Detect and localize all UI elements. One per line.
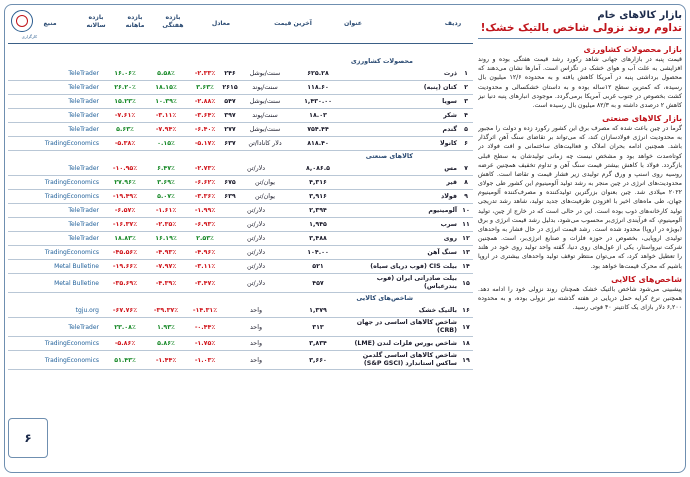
row-source-link[interactable] (8, 337, 103, 350)
row-yearly-return: ۱۵.۲۳٪ (114, 98, 136, 105)
row-monthly-return: ۳.۶۹٪ (157, 179, 175, 186)
row-source: TradingEconomics (44, 140, 99, 147)
row-yearly-return: ۲۶.۲۰٪ (114, 84, 136, 91)
header-unit: معادل (211, 20, 231, 27)
section-heading-indices: شاخص‌های کالایی (611, 274, 682, 284)
row-name: فولاد (441, 192, 457, 200)
table-row (8, 67, 473, 81)
header-yearly: بازده سالانه (86, 14, 106, 29)
row-source-link[interactable] (8, 123, 103, 136)
row-equivalent: ۳۹۷ (224, 112, 236, 119)
row-source-link[interactable] (8, 109, 103, 122)
row-source: tgju.org (75, 307, 99, 314)
row-source-link[interactable] (8, 304, 103, 317)
row-source-link[interactable] (8, 260, 103, 273)
row-index: ۹ (464, 193, 468, 200)
table-row (8, 318, 473, 337)
row-source-link[interactable] (8, 81, 103, 94)
row-monthly-return: -۴.۹۳٪ (155, 249, 177, 256)
row-monthly-return: ۵.۵۸٪ (157, 70, 175, 77)
page-number: ۶ (8, 418, 48, 458)
row-price: ۱۱۸.۶۰ (307, 84, 329, 91)
row-source: TeleTrader (68, 165, 99, 172)
row-weekly-return: -۶.۹۳٪ (194, 221, 216, 228)
row-index: ۱۴ (462, 263, 470, 270)
header-divider (478, 38, 682, 39)
row-weekly-return: -۶.۶۲٪ (194, 179, 216, 186)
row-source-link[interactable] (8, 67, 103, 80)
row-index: ۱۳ (462, 249, 470, 256)
row-price: ۳,۴۸۸ (309, 235, 327, 242)
row-source: TeleTrader (68, 84, 99, 91)
row-unit: سنت/بوشل (249, 70, 281, 77)
table-row (8, 162, 473, 176)
row-name: گندم (442, 125, 457, 133)
row-weekly-return: -۵.۱۷٪ (194, 140, 216, 147)
row-source-link[interactable] (8, 351, 103, 369)
table-row (8, 109, 473, 123)
commentary-column (478, 8, 682, 468)
row-price: ۵۲۱ (312, 263, 324, 270)
row-yearly-return: ۵۱.۴۳٪ (114, 356, 136, 364)
row-weekly-return: -۲.۸۸٪ (194, 98, 216, 105)
row-weekly-return: -۱.۹۹٪ (194, 207, 216, 214)
table-row (8, 351, 473, 370)
row-source-link[interactable] (8, 176, 103, 189)
row-unit: سنت/پوند (252, 84, 278, 91)
category-heading: محصولات کشاورزی (350, 57, 413, 65)
row-monthly-return: ۰.۱۵٪ (157, 140, 175, 147)
row-yearly-return: -۱۹.۶۶٪ (112, 263, 138, 270)
row-index: ۱۸ (462, 340, 470, 347)
row-name: کانولا (439, 139, 457, 147)
row-unit: دلار/تن (246, 249, 266, 256)
row-equivalent: ۶۷۵ (224, 179, 236, 186)
row-weekly-return: -۰.۴۴٪ (194, 323, 216, 331)
row-source-link[interactable] (8, 95, 103, 108)
row-yearly-return: -۵.۸۶٪ (114, 340, 136, 347)
row-monthly-return: -۳.۱۱٪ (155, 112, 177, 119)
row-equivalent: ۶۳۷ (224, 140, 236, 147)
row-index: ۱۷ (462, 323, 470, 331)
row-price: ۸۱۸.۴۰ (307, 140, 329, 147)
row-source: TeleTrader (68, 70, 99, 77)
category-heading: شاخص‌های کالایی (356, 294, 413, 302)
row-weekly-return: -۳.۶۴٪ (194, 112, 216, 119)
row-source-link[interactable] (8, 274, 103, 292)
row-unit: سنت/پوند (252, 112, 278, 119)
row-yearly-return: ۵.۶۳٪ (116, 126, 134, 133)
row-name: سنگ آهن (427, 248, 457, 256)
row-weekly-return: ۳.۶۳٪ (196, 84, 214, 91)
row-weekly-return: -۱.۰۳٪ (194, 356, 216, 364)
logo-caption: کارگزاری (21, 34, 37, 39)
row-source: TeleTrader (68, 112, 99, 119)
section-text-agri: قیمت پنبه در بازارهای جهانی شاهد رکورد رشد قیمت هفتگی بوده و روند افزایشی به علت آب و هوای خشک در تگزاس است. آمارها نشان می‌دهند که محصول برداشتی پنبه در آمریکا کاهش یافته و به محدوده ۱۲/۶ میلیون بال رسیده، که کمترین سطح ۱۲ساله بوده و به داستان خشکسالی و محدودیت کشت بخصوص در جنوب غربی آمریکا برمی‌گردد. موجودی انبارهای پنبه دنیا نیز کاهش ۲ درصدی داشته و به ۸۲/۳ میلیون بال رسیده است. (478, 56, 682, 109)
row-name: شاخص کالاهای اساسی در جهان (CRB) (356, 319, 457, 334)
header-price: آخرین قیمت (274, 20, 312, 27)
row-equivalent: ۲۴۶ (224, 70, 236, 77)
row-price: ۳۱۳ (312, 323, 324, 331)
table-header (8, 14, 473, 44)
row-index: ۱۶ (462, 307, 470, 314)
row-weekly-return: -۳.۱۱٪ (194, 263, 216, 270)
row-monthly-return: -۷.۹۷٪ (155, 263, 177, 270)
table-row (8, 95, 473, 109)
row-weekly-return: -۶.۴۰٪ (194, 126, 216, 133)
row-name: سویا (442, 97, 457, 105)
row-monthly-return: ۱۰.۳۹٪ (155, 98, 177, 105)
row-monthly-return: ۱.۹۳٪ (157, 323, 175, 331)
row-weekly-return: -۴.۹۶٪ (194, 249, 216, 256)
row-equivalent: ۲۶۱۵ (222, 84, 238, 91)
row-name: روی (443, 234, 457, 242)
row-monthly-return: ۱۶.۱۹٪ (155, 235, 177, 242)
category-heading: کالاهای صنعتی (365, 152, 413, 160)
row-monthly-return: -۲.۳۵٪ (155, 221, 177, 228)
row-equivalent: ۲۷۷ (224, 126, 236, 133)
row-price: ۴۵۷ (312, 279, 324, 287)
row-price: ۱۸.۰۳ (309, 112, 327, 119)
table-row (8, 137, 473, 151)
header-source: منبع (43, 20, 57, 27)
row-monthly-return: ۵.۸۶٪ (157, 340, 175, 347)
section-text-indices: پیشبینی می‌شود شاخص بالتیک خشک همچنان روند نزولی خود را ادامه دهد. همچنین نرخ کرایه حمل دریایی در هفته گذشته نیز نزولی بوده، و به محدوده ۶,۲۰۰ دلار بازای یک کانتینر ۴۰ فوتی رسید. (478, 285, 682, 312)
row-name: کتان (پنبه) (423, 83, 457, 91)
row-name: بیلت CIS (فوب دریای سیاه) (370, 262, 457, 270)
row-source: TradingEconomics (44, 340, 99, 347)
row-unit: واحد (250, 340, 262, 347)
row-weekly-return: -۱.۷۵٪ (194, 340, 216, 347)
row-price: ۳,۸۳۴ (309, 340, 327, 347)
row-source-link[interactable] (8, 218, 103, 231)
row-index: ۲ (464, 84, 468, 91)
page-subtitle: تداوم روند نزولی شاخص بالتیک خشک! (480, 22, 682, 34)
row-price: ۲,۳۹۴ (309, 207, 327, 214)
row-price: ۴,۳۱۶ (309, 179, 327, 186)
row-yearly-return: ۱۸.۸۳٪ (114, 235, 136, 242)
row-monthly-return: -۷.۹۴٪ (155, 126, 177, 133)
row-unit: دلار/تن (246, 221, 266, 228)
row-monthly-return: -۴.۳۹٪ (155, 279, 177, 287)
row-source: TeleTrader (68, 235, 99, 242)
row-source-link[interactable] (8, 137, 103, 150)
row-price: ۶۲۵.۲۸ (307, 70, 329, 77)
row-unit: دلار/تن (246, 279, 266, 287)
row-yearly-return: -۶۷.۷۶٪ (112, 307, 138, 314)
row-price: ۷۵۴.۴۴ (307, 126, 329, 133)
row-weekly-return: -۱۴.۳۱٪ (192, 307, 218, 314)
row-source-link[interactable] (8, 232, 103, 245)
row-name: بالتیک خشک (418, 306, 457, 314)
table-row (8, 218, 473, 232)
row-unit: واحد (250, 307, 262, 314)
row-source: TeleTrader (68, 126, 99, 133)
row-unit: یوان/تن (254, 193, 276, 200)
row-monthly-return: -۱.۴۴٪ (155, 356, 177, 364)
row-index: ۱۲ (462, 235, 470, 242)
row-index: ۳ (464, 98, 468, 105)
row-index: ۸ (464, 179, 468, 186)
commodity-table (8, 6, 473, 443)
row-index: ۱۱ (462, 221, 470, 228)
header-name: عنوان (343, 20, 363, 27)
header-idx: ردیف (444, 20, 462, 27)
row-source: TradingEconomics (44, 193, 99, 200)
row-unit: دلار/تن (246, 235, 266, 242)
row-yearly-return: -۱۰.۹۵٪ (112, 165, 138, 172)
row-source: TradingEconomics (44, 356, 99, 364)
row-unit: واحد (250, 356, 262, 364)
row-yearly-return: -۳۵.۶۹٪ (112, 279, 138, 287)
row-unit: سنت/بوشل (249, 98, 281, 105)
row-index: ۴ (464, 112, 468, 119)
row-yearly-return: ۲۳.۰۸٪ (114, 323, 136, 331)
row-index: ۱ (464, 70, 468, 77)
row-price: ۳,۹۱۶ (309, 193, 327, 200)
header-monthly: بازده ماهانه (125, 14, 145, 29)
row-name: شکر (443, 111, 457, 119)
table-row (8, 274, 473, 293)
table-row (8, 204, 473, 218)
row-source: TradingEconomics (44, 179, 99, 186)
row-monthly-return: -۳۹.۳۷٪ (153, 307, 179, 314)
row-unit: دلار/تن (246, 165, 266, 172)
header-weekly: بازده هفتگی (162, 14, 184, 29)
row-yearly-return: -۱۹.۴۹٪ (112, 193, 138, 200)
row-yearly-return: -۷.۶۱٪ (114, 112, 136, 119)
table-row (8, 232, 473, 246)
row-weekly-return: -۳.۴۷٪ (194, 279, 216, 287)
row-yearly-return: -۶.۵۷٪ (114, 207, 136, 214)
row-source: TeleTrader (68, 323, 99, 331)
row-price: ۱۰۴.۰۰ (307, 249, 329, 256)
row-monthly-return: ۵.۰۷٪ (157, 193, 175, 200)
row-name: آلومینیوم (428, 206, 457, 214)
row-index: ۱۵ (462, 279, 470, 287)
row-source: TeleTrader (68, 207, 99, 214)
row-monthly-return: ۶.۴۷٪ (157, 165, 175, 172)
row-weekly-return: ۲.۵۳٪ (196, 235, 214, 242)
row-yearly-return: -۵.۳۸٪ (114, 140, 136, 147)
row-price: ۳,۶۶۰ (309, 356, 327, 364)
row-monthly-return: ۱۸.۱۵٪ (155, 84, 177, 91)
row-source-link[interactable] (8, 190, 103, 203)
row-equivalent: ۵۴۷ (224, 98, 236, 105)
row-monthly-return: -۱.۶۱٪ (155, 207, 177, 214)
row-source: Metal Bulletine (54, 263, 99, 270)
table-row (8, 304, 473, 318)
row-name: بیلت صادراتی ایران (فوب بندرعباس) (376, 275, 457, 290)
row-name: شاخص کالاهای اساسی گلدمن ساکس استاندارد (S&P GSCI) (362, 352, 457, 367)
row-weekly-return: -۳.۳۶٪ (194, 193, 216, 200)
row-name: مس (444, 164, 457, 172)
row-source: TradingEconomics (44, 249, 99, 256)
section-heading-agri: بازار محصولات کشاورزی (583, 45, 682, 54)
row-source-link[interactable] (8, 204, 103, 217)
row-unit: سنت/بوشل (249, 126, 281, 133)
row-source: Metal Bulletine (54, 279, 99, 287)
row-index: ۶ (464, 140, 468, 147)
row-index: ۱۰ (462, 207, 470, 214)
row-source: TeleTrader (68, 98, 99, 105)
table-row (8, 123, 473, 137)
row-price: ۱,۳۷۹ (309, 307, 327, 314)
table-row (8, 337, 473, 351)
row-name: قیر (446, 178, 457, 186)
section-heading-industrial: بازار کالاهای صنعتی (602, 114, 682, 124)
row-equivalent: ۶۳۹ (224, 193, 236, 200)
row-price: ۱,۹۴۵ (309, 221, 327, 228)
row-yearly-return: -۴۵.۵۶٪ (112, 249, 138, 256)
table-row (8, 176, 473, 190)
row-unit: دلار کانادا/تن (248, 140, 282, 147)
section-text-industrial: گرما در چین باعث شده که مصرف برق این کشور رکورد زده و دولت را مجبور به محدودیت انرژی فولادسازان کند، که می‌تواند بر تقاضای سنگ آهن اثرگذار باشد. همچنین ادامه بحران املاک و فعالیت‌های ساختمانی و افت فولاد در کوتاه‌مدت خواهد بود و مشخص نیست چه زمانی تولیدشان به سطح قبلی بازگردد. فولاد با کاهش بیشتر قیمت سنگ آهن و تداوم تخفیف همچنین عرضه روسیه روی اسنپ و ورق گرم تولیدی زیر فشار قیمت و تقاضا است. کاهش محدودیت‌های انرژی در چین منجر به رشد تولید آلومینیوم این کشور طی جولای ۲۰۲۲ میلادی شد. چین بعنوان بزرگترین تولیدکننده و مصرف‌کننده آلومینیوم جهان، طی ماه‌های اخیر با افزودن ظرفیت‌های جدید تولید، شاهد رشد تدریجی تولید کارخانه‌های ذوب بوده است. این در حالی است که در خارج از چین، تولید آلومینیوم، که فرآیندی انرژی‌بر محسوب می‌شود، بدلیل رشد قیمت انرژی و برق (بویژه در اروپا) محدود شده است. رشد قیمت انرژی در حال فشار به واحدهای تولیدی اروپایی، بخصوص در حوزه فلزات و صنایع انرژی‌بر، است. همچنین شرکت نیرواستار، یکی از غول‌های روی دنیا، گفته واحد تولید روی خود در هلند را تعطیل خواهد کرد، که می‌توان منتظر توقف تولید واحدهای بیشتری در اروپا باشیم که محرک قیمت‌ها خواهد بود. (478, 125, 682, 270)
row-unit: دلار/تن (246, 207, 266, 214)
table-row (8, 260, 473, 274)
row-source-link[interactable] (8, 246, 103, 259)
table-row (8, 81, 473, 95)
row-unit: یوان/تن (254, 179, 276, 186)
row-source-link[interactable] (8, 162, 103, 175)
row-name: شاخص بورس فلزات لندن (LME) (354, 339, 457, 347)
row-unit: واحد (250, 323, 262, 331)
table-row (8, 246, 473, 260)
row-price: ۸,۰۸۶.۵ (306, 165, 331, 172)
row-name: سرب (440, 220, 457, 228)
row-yearly-return: -۱۶.۳۷٪ (112, 221, 138, 228)
page-title: بازار کالاهای خام (597, 10, 682, 21)
row-index: ۱۹ (462, 356, 470, 364)
table-row (8, 190, 473, 204)
row-yearly-return: ۲۷.۹۶٪ (114, 179, 136, 186)
row-yearly-return: ۱۶.۰۶٪ (114, 70, 136, 77)
row-source-link[interactable] (8, 318, 103, 336)
row-name: ذرت (443, 69, 457, 77)
row-price: ۱,۴۳۰.۰۰ (304, 98, 332, 105)
row-source: TeleTrader (68, 221, 99, 228)
row-weekly-return: -۲.۷۳٪ (194, 165, 216, 172)
row-unit: دلار/تن (246, 263, 266, 270)
row-weekly-return: -۲.۳۳٪ (194, 70, 216, 77)
row-index: ۵ (464, 126, 468, 133)
row-index: ۷ (464, 165, 468, 172)
